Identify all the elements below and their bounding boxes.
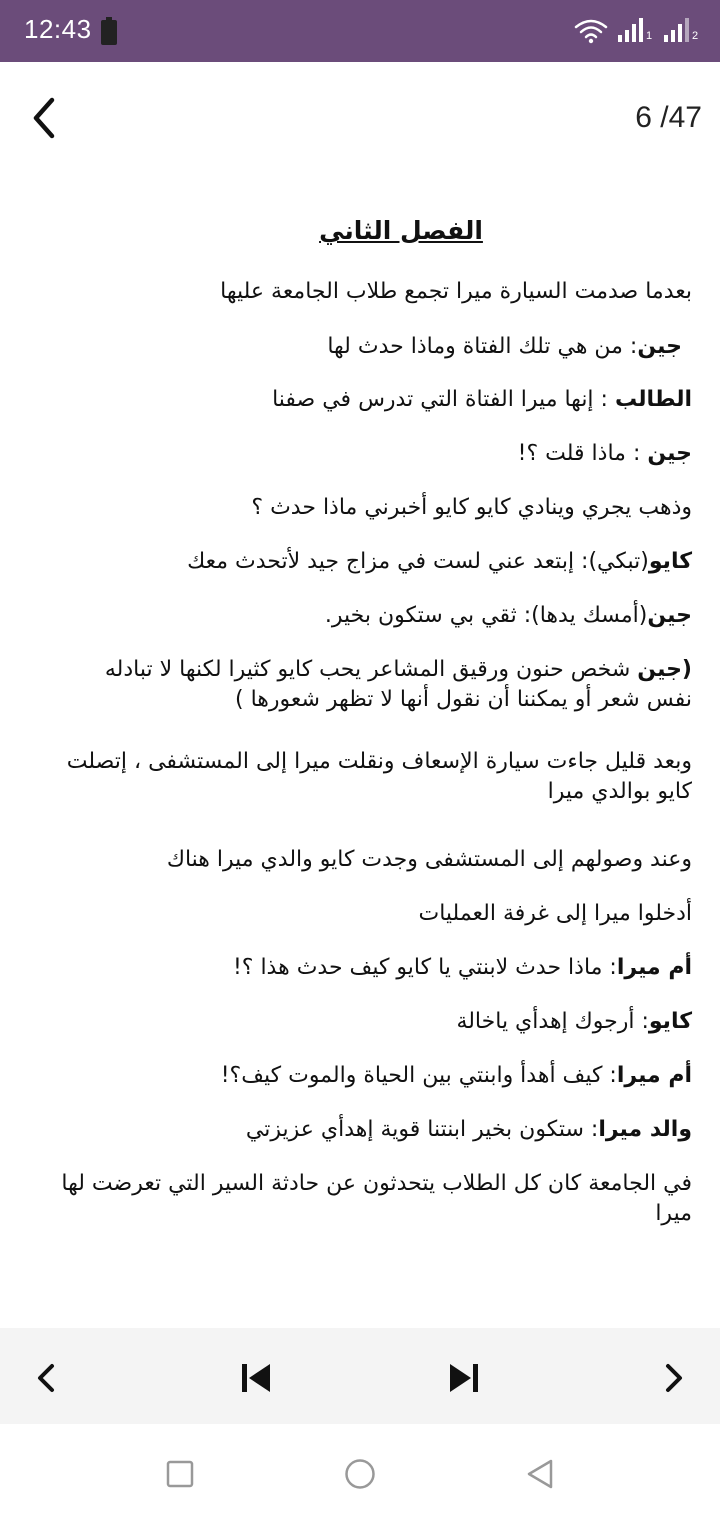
reader-toolbar xyxy=(0,1328,720,1424)
speaker-name: أم ميرا xyxy=(616,955,692,980)
speaker-name: كايو xyxy=(648,1009,692,1034)
recents-button[interactable] xyxy=(160,1454,200,1494)
status-bar xyxy=(0,0,720,62)
triangle-back-icon xyxy=(520,1454,560,1494)
paragraph: كايو: أرجوك إهدأي ياخالة xyxy=(456,1009,692,1034)
system-nav-bar xyxy=(0,1424,720,1520)
sim1-label: 1 xyxy=(646,30,653,42)
paragraph: أم ميرا: ماذا حدث لابنتي يا كايو كيف حدث هذا ؟! xyxy=(232,955,692,980)
paragraph: أم ميرا: كيف أهدأ وابنتي بين الحياة والموت كيف؟! xyxy=(220,1063,692,1088)
first-page-button[interactable] xyxy=(234,1356,278,1400)
chevron-left-icon xyxy=(26,1356,70,1400)
battery-icon xyxy=(101,17,117,45)
paragraph: بعدما صدمت السيارة ميرا تجمع طلاب الجامعة عليها xyxy=(220,279,692,304)
square-icon xyxy=(160,1454,200,1494)
paragraph: جين: من هي تلك الفتاة وماذا حدث لها xyxy=(327,334,682,359)
page-counter: 6 /47 xyxy=(635,101,702,134)
speaker-name: أم ميرا xyxy=(616,1063,692,1088)
last-page-button[interactable] xyxy=(442,1356,486,1400)
speaker-name: جين xyxy=(647,441,692,466)
paragraph: وبعد قليل جاءت سيارة الإسعاف ونقلت ميرا إلى المستشفى ، إتصلت كايو بوالدي ميرا xyxy=(66,749,692,804)
chevron-right-icon xyxy=(650,1356,694,1400)
speaker-name: الطالب xyxy=(614,387,692,412)
speaker-name: (جين xyxy=(637,657,692,682)
home-button[interactable] xyxy=(340,1454,380,1494)
previous-page-button[interactable] xyxy=(26,1356,70,1400)
speaker-name: جين xyxy=(647,603,692,628)
chapter-title: الفصل الثاني xyxy=(319,216,483,245)
signal-sim2-icon xyxy=(664,18,699,48)
system-back-button[interactable] xyxy=(520,1454,560,1494)
paragraph: جين : ماذا قلت ؟! xyxy=(517,441,692,466)
speaker-name: جين xyxy=(637,334,682,359)
paragraph: كايو(تبكي): إبتعد عني لست في مزاج جيد لأتحدث معك xyxy=(187,549,692,574)
chevron-left-icon xyxy=(26,92,72,144)
next-page-button[interactable] xyxy=(650,1356,694,1400)
paragraph: جين(أمسك يدها): ثقي بي ستكون بخير. xyxy=(324,603,692,628)
paragraph: الطالب : إنها ميرا الفتاة التي تدرس في صفنا xyxy=(272,387,692,412)
circle-icon xyxy=(340,1454,380,1494)
paragraph: وعند وصولهم إلى المستشفى وجدت كايو والدي ميرا هناك xyxy=(166,847,692,872)
skip-first-icon xyxy=(234,1356,278,1400)
wifi-icon xyxy=(574,18,608,44)
paragraph: وذهب يجري وينادي كايو كايو أخبرني ماذا حدث ؟ xyxy=(251,495,692,520)
speaker-name: كايو xyxy=(648,549,692,574)
paragraph: والد ميرا: ستكون بخير ابنتنا قوية إهدأي عزيزتي xyxy=(245,1117,692,1142)
back-button[interactable] xyxy=(26,92,72,144)
clock: 12:43 xyxy=(24,14,92,44)
paragraph: في الجامعة كان كل الطلاب يتحدثون عن حادثة السير التي تعرضت لها ميرا xyxy=(61,1171,692,1226)
skip-last-icon xyxy=(442,1356,486,1400)
sim2-label: 2 xyxy=(692,30,699,42)
speaker-name: والد ميرا xyxy=(598,1117,692,1142)
signal-sim1-icon xyxy=(618,18,653,48)
paragraph: (جين شخص حنون ورقيق المشاعر يحب كايو كثيرا لكنها لا تبادله نفس شعر أو يمكننا أن نقول أنها لا تظهر شعورها ) xyxy=(104,657,692,712)
paragraph: أدخلوا ميرا إلى غرفة العمليات xyxy=(418,901,692,926)
